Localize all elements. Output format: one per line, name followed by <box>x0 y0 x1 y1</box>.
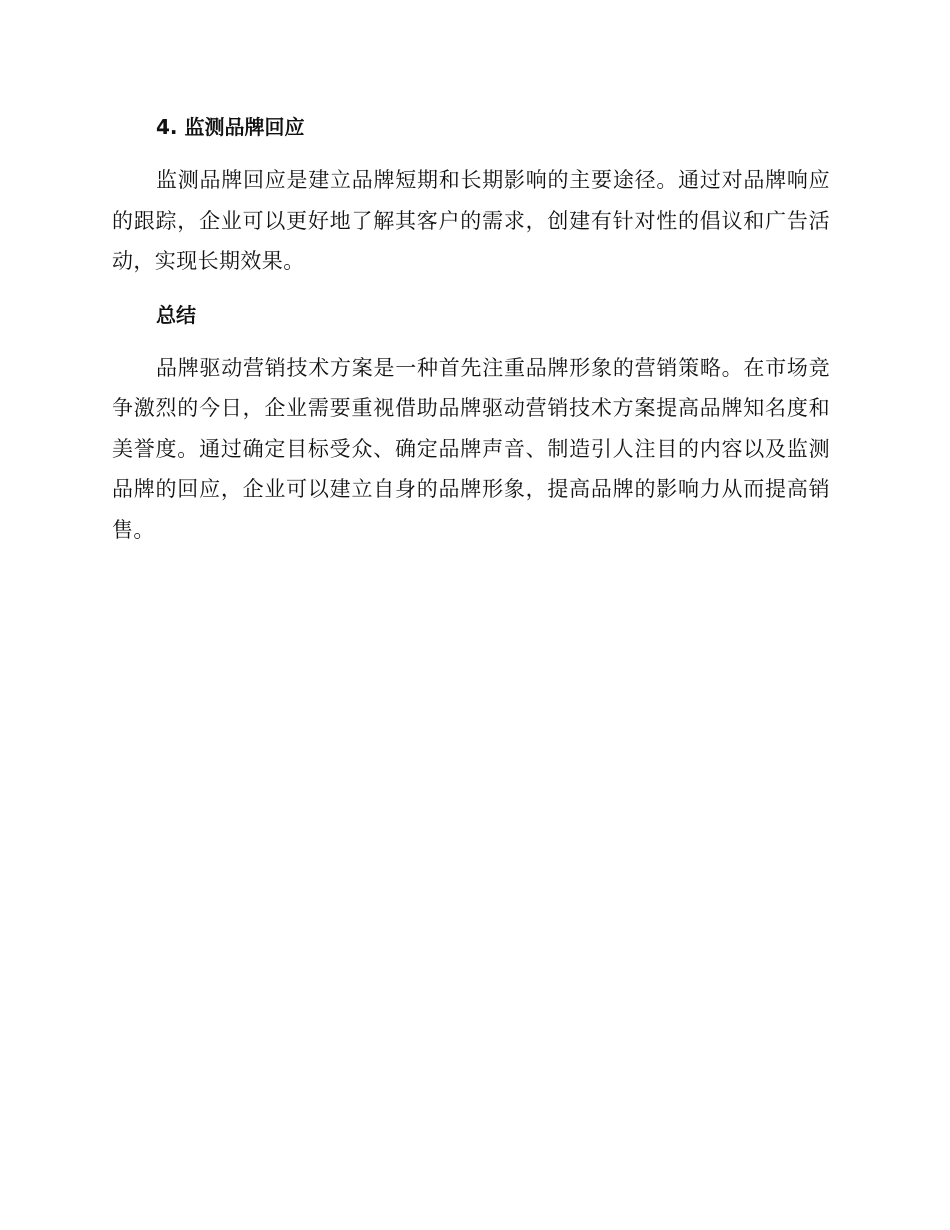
document-body <box>112 108 830 564</box>
section-paragraph-monitor-brand-response: 监测品牌回应是建立品牌短期和长期影响的主要途径。通过对品牌响应的跟踪，企业可以更好地了解其客户的需求，创建有针对性的倡议和广告活动，实现长期效果。 <box>112 168 830 273</box>
section-heading-summary: 总结 <box>156 302 196 327</box>
section-heading-monitor-brand-response: 4. 监测品牌回应 <box>156 115 305 139</box>
section-paragraph-summary: 品牌驱动营销技术方案是一种首先注重品牌形象的营销策略。在市场竞争激烈的今日，企业需要重视借助品牌驱动营销技术方案提高品牌知名度和美誉度。通过确定目标受众、确定品牌声音、制造引人注目的内容以及监测品牌的回应，企业可以建立自身的品牌形象，提高品牌的影响力从而提高销售。 <box>112 355 830 542</box>
